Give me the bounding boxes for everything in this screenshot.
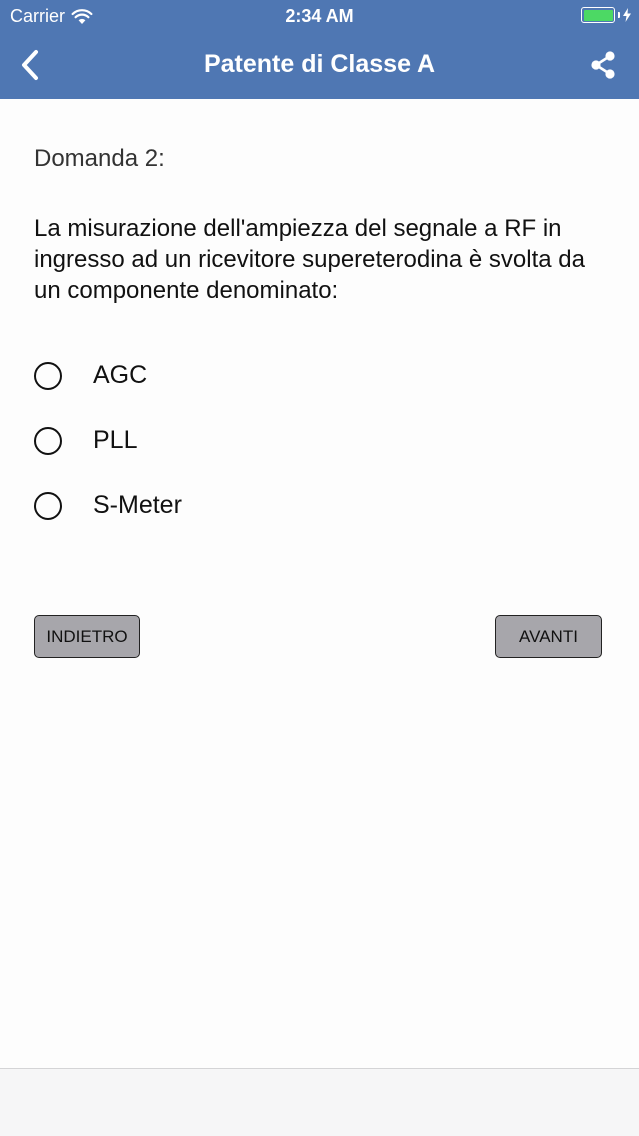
- answer-option-s-meter[interactable]: [34, 473, 594, 538]
- question-text: La misurazione dell'ampiezza del segnale a RF in ingresso ad un ricevitore supereterodina è svolta da un componente denominato:: [34, 215, 585, 304]
- share-icon: [589, 50, 617, 80]
- radio-button-icon[interactable]: [34, 427, 62, 455]
- share-button[interactable]: [587, 48, 619, 82]
- radio-button-icon[interactable]: [34, 492, 62, 520]
- navigation-bar: [0, 32, 639, 99]
- battery-icon: [581, 7, 615, 23]
- status-time: 2:34 AM: [285, 6, 354, 26]
- answer-option-label: PLL: [93, 426, 138, 454]
- answer-option-label: AGC: [93, 361, 148, 389]
- battery-indicator: [581, 7, 631, 23]
- answer-option-agc[interactable]: [34, 343, 594, 408]
- previous-question-button[interactable]: INDIETRO: [34, 615, 140, 658]
- answer-option-label: S-Meter: [93, 491, 182, 519]
- page-title: Patente di Classe A: [203, 50, 436, 78]
- answer-option-pll[interactable]: [34, 408, 594, 473]
- charging-bolt-icon: [623, 8, 631, 22]
- battery-level: [584, 10, 613, 21]
- bottom-toolbar: [0, 1068, 639, 1136]
- app-header: [0, 0, 639, 99]
- radio-button-icon[interactable]: [34, 362, 62, 390]
- next-question-button[interactable]: AVANTI: [495, 615, 602, 658]
- answer-options: [34, 343, 594, 538]
- question-number: Domanda 2:: [34, 145, 165, 172]
- carrier-label: Carrier: [10, 6, 66, 26]
- status-bar: [0, 0, 639, 32]
- battery-tip: [618, 12, 620, 18]
